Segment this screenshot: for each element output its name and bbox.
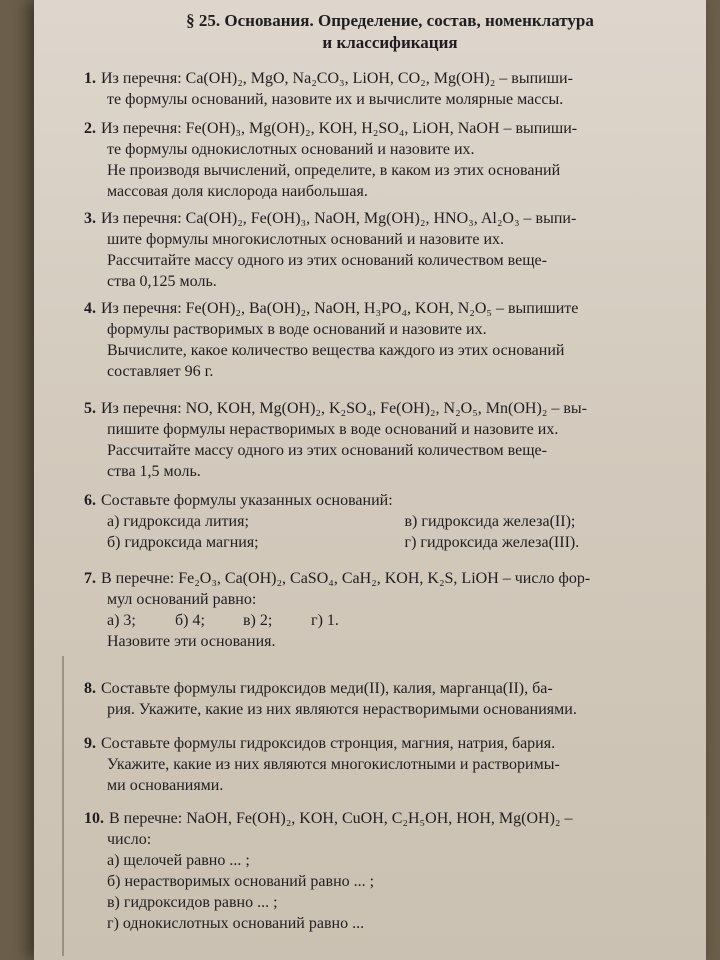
task-line: рия. Укажите, какие из них являются нерастворимыми основаниями. — [107, 701, 577, 718]
column-left — [107, 511, 405, 553]
title-line-2: и классификация — [322, 33, 458, 52]
task-line: Составьте формулы указанных оснований: — [101, 492, 393, 509]
task-line: массовая доля кислорода наибольшая. — [107, 183, 368, 200]
task-line: Из перечня: NO, KOH, Mg(OH)₂, K₂SO₄, Fe(OH)₂, N₂O₅, Mn(OH)₂ – вы- — [101, 400, 587, 417]
task-line: шите формулы многокислотных оснований и назовите их. — [107, 231, 505, 248]
task-line: пишите формулы нерастворимых в воде оснований и назовите их. — [107, 421, 559, 438]
option-v: в) гидроксидов равно ... ; — [107, 894, 278, 911]
answer-columns — [84, 511, 702, 553]
option-g: г) 1. — [311, 612, 339, 629]
task-line: мул оснований равно: — [107, 591, 257, 608]
option-b: б) гидроксида магния; — [107, 534, 259, 551]
task-number: 1. — [84, 70, 96, 87]
task-number: 3. — [84, 210, 96, 227]
task-number: 8. — [84, 680, 96, 697]
task-line: Рассчитайте массу одного из этих оснований количеством веще- — [107, 442, 547, 459]
answer-options — [84, 610, 702, 631]
title-line-1: § 25. Основания. Определение, состав, номенклатура — [186, 11, 594, 30]
option-b: б) нерастворимых оснований равно ... ; — [107, 873, 375, 890]
task-line: Рассчитайте массу одного из этих оснований количеством веще- — [107, 252, 547, 269]
task-number: 9. — [84, 735, 96, 752]
task-line: Не производя вычислений, определите, в каком из этих оснований — [107, 162, 561, 179]
task-4 — [84, 298, 702, 382]
task-line: Укажите, какие из них являются многокислотными и растворимы- — [107, 756, 560, 773]
task-line: Из перечня: Fe(OH)₃, Mg(OH)₂, KOH, H₂SO₄, LiOH, NaOH – выпиши- — [101, 120, 578, 137]
option-b: б) 4; — [175, 612, 205, 629]
task-line: Составьте формулы гидроксидов стронция, магния, натрия, бария. — [101, 735, 556, 752]
task-7 — [84, 568, 702, 652]
task-5 — [84, 398, 702, 482]
task-line: ства 1,5 моль. — [107, 463, 201, 480]
option-g: г) гидроксида железа(III). — [404, 534, 580, 551]
page-title — [104, 10, 676, 54]
task-number: 6. — [84, 492, 96, 509]
task-line: Составьте формулы гидроксидов меди(II), калия, марганца(II), ба- — [101, 680, 553, 697]
option-a: а) 3; — [107, 612, 136, 629]
textbook-page — [34, 0, 706, 960]
task-1 — [84, 68, 702, 110]
task-9 — [84, 733, 702, 796]
task-line: ства 0,125 моль. — [107, 273, 217, 290]
task-number: 5. — [84, 400, 96, 417]
task-number: 7. — [84, 570, 96, 587]
task-6 — [84, 490, 702, 553]
option-a: а) щелочей равно ... ; — [107, 852, 250, 869]
task-line: Из перечня: Fe(OH)₂, Ba(OH)₂, NaOH, H₃PO₄, KOH, N₂O₅ – выпишите — [101, 300, 579, 317]
task-line: те формулы однокислотных оснований и назовите их. — [107, 141, 475, 158]
option-v: в) 2; — [243, 612, 273, 629]
task-line: формулы растворимых в воде оснований и назовите их. — [107, 321, 487, 338]
task-line: Назовите эти основания. — [107, 633, 276, 650]
task-line: составляет 96 г. — [107, 363, 214, 380]
page-edge-mark — [62, 656, 64, 956]
task-line: В перечне: Fe₂O₃, Ca(OH)₂, CaSO₄, CaH₂, KOH, K₂S, LiOH – число фор- — [101, 570, 591, 587]
task-number: 4. — [84, 300, 96, 317]
option-v: в) гидроксида железа(II); — [404, 513, 576, 530]
task-2 — [84, 118, 702, 202]
task-line: Из перечня: Ca(OH)₂, Fe(OH)₃, NaOH, Mg(OH)₂, HNO₃, Al₂O₃ – выпи- — [101, 210, 577, 227]
task-line: В перечне: NaOH, Fe(OH)₂, KOH, CuOH, C₂H₅OH, HOH, Mg(OH)₂ – — [109, 810, 573, 827]
task-3 — [84, 208, 702, 292]
task-line: Из перечня: Ca(OH)₂, MgO, Na₂CO₃, LiOH, CO₂, Mg(OH)₂ – выпиши- — [101, 70, 573, 87]
task-number: 10. — [84, 810, 104, 827]
task-10 — [84, 808, 702, 934]
task-line: ми основаниями. — [107, 777, 224, 794]
option-g: г) однокислотных оснований равно ... — [107, 915, 365, 932]
option-a: а) гидроксида лития; — [107, 513, 249, 530]
column-right — [405, 511, 703, 553]
task-line: число: — [107, 831, 152, 848]
task-8 — [84, 678, 702, 720]
task-number: 2. — [84, 120, 96, 137]
task-line: те формулы оснований, назовите их и вычислите молярные массы. — [107, 91, 564, 108]
task-line: Вычислите, какое количество вещества каждого из этих оснований — [107, 342, 565, 359]
